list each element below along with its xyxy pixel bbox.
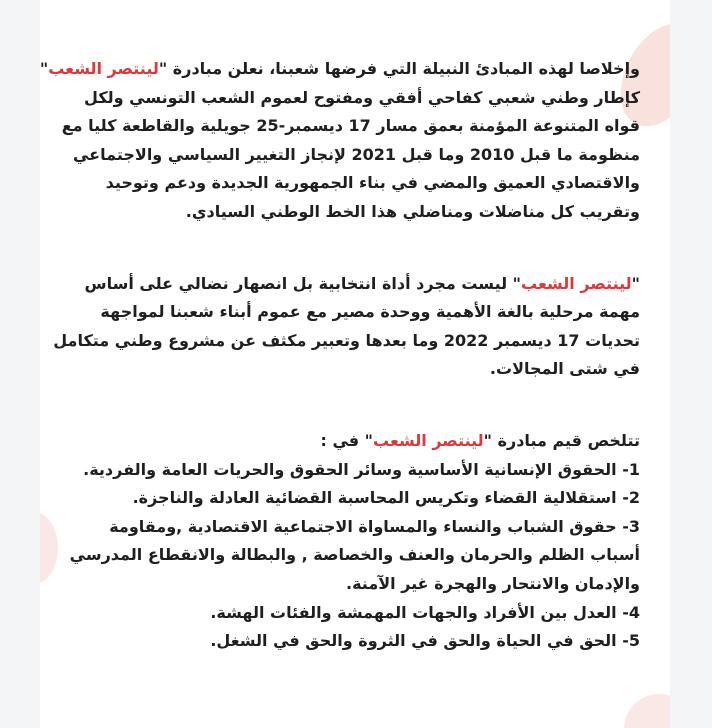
- values-list-item-continuation: أسباب الظلم والحرمان والعنف والخصاصة , والبطالة والانقطاع المدرسي: [69, 545, 640, 565]
- paragraph-2-line-1: [60, 270, 640, 299]
- values-list-item: 1- الحقوق الإنسانية الأساسية وسائر الحقوق والحريات العامة والفردية.: [83, 459, 640, 479]
- text-fragment: ": [40, 59, 49, 78]
- text-fragment: ": [631, 273, 640, 293]
- text-fragment: " ليست مجرد أداة انتخابية بل انصهار نضالي على أساس: [84, 273, 522, 293]
- initiative-name-highlight: لينتصر الشعب: [48, 59, 159, 78]
- paragraph-1-line: كإطار وطني شعبي كفاحي أفقي ومفتوح لعموم الشعب التونسي ولكل: [84, 87, 640, 107]
- values-list-item: 4- العدل بين الأفراد والجهات المهمشة والفئات الهشة.: [210, 602, 640, 622]
- paragraph-1-line: وتقريب كل مناضلات ومناضلي هذا الخط الوطني السيادي.: [185, 201, 640, 221]
- values-list-item-continuation: والإدمان والانتحار والهجرة غير الآمنة.: [346, 573, 640, 593]
- text-fragment: وإخلاصا لهذه المبادئ النبيلة التي فرضها شعبنا، نعلن مبادرة ": [158, 59, 640, 78]
- values-list-item: 3- حقوق الشباب والنساء والمساواة الاجتماعية الاقتصادية ,ومقاومة: [109, 516, 640, 536]
- values-intro: [60, 427, 640, 456]
- paragraph-2-line: في شتى المجالات.: [489, 359, 640, 379]
- decorative-blob: [624, 694, 670, 728]
- text-fragment: تتلخص قيم مبادرة ": [483, 430, 640, 450]
- initiative-name-highlight: لينتصر الشعب: [521, 273, 632, 293]
- document-body: [40, 55, 670, 656]
- paragraph-1-line: والاقتصادي العميق والمضي في بناء الجمهورية الجديدة ودعم وتوحيد: [105, 173, 640, 193]
- values-list-item: 5- الحق في الحياة والحق في الثروة والحق في الشغل.: [210, 631, 640, 651]
- paragraph-spacer: [60, 384, 640, 427]
- paragraph-1-line-1: [40, 55, 640, 84]
- values-list-item: 2- استقلالية القضاء وتكريس المحاسبة القضائية العادلة والناجزة.: [132, 488, 640, 508]
- paragraph-spacer: [60, 227, 640, 270]
- initiative-name-highlight: لينتصر الشعب: [373, 430, 484, 450]
- text-fragment: " في :: [320, 430, 374, 450]
- paragraph-2-line: تحديات 17 ديسمبر 2022 وما بعدها وتعبير مكثف عن مشروع وطني متكامل: [53, 330, 640, 350]
- paragraph-1-line: منظومة ما قبل 2010 وما قبل 2021 لإنجاز التغيير السياسي والاجتماعي: [72, 144, 640, 164]
- paragraph-2-line: مهمة مرحلية بالغة الأهمية ووحدة مصير مع عموم أبناء شعبنا لمواجهة: [100, 302, 640, 322]
- document-page: [40, 0, 670, 728]
- paragraph-1-line: قواه المتنوعة المؤمنة بعمق مسار 17 ديسمبر-25 جويلية والقاطعة كليا مع: [61, 116, 640, 136]
